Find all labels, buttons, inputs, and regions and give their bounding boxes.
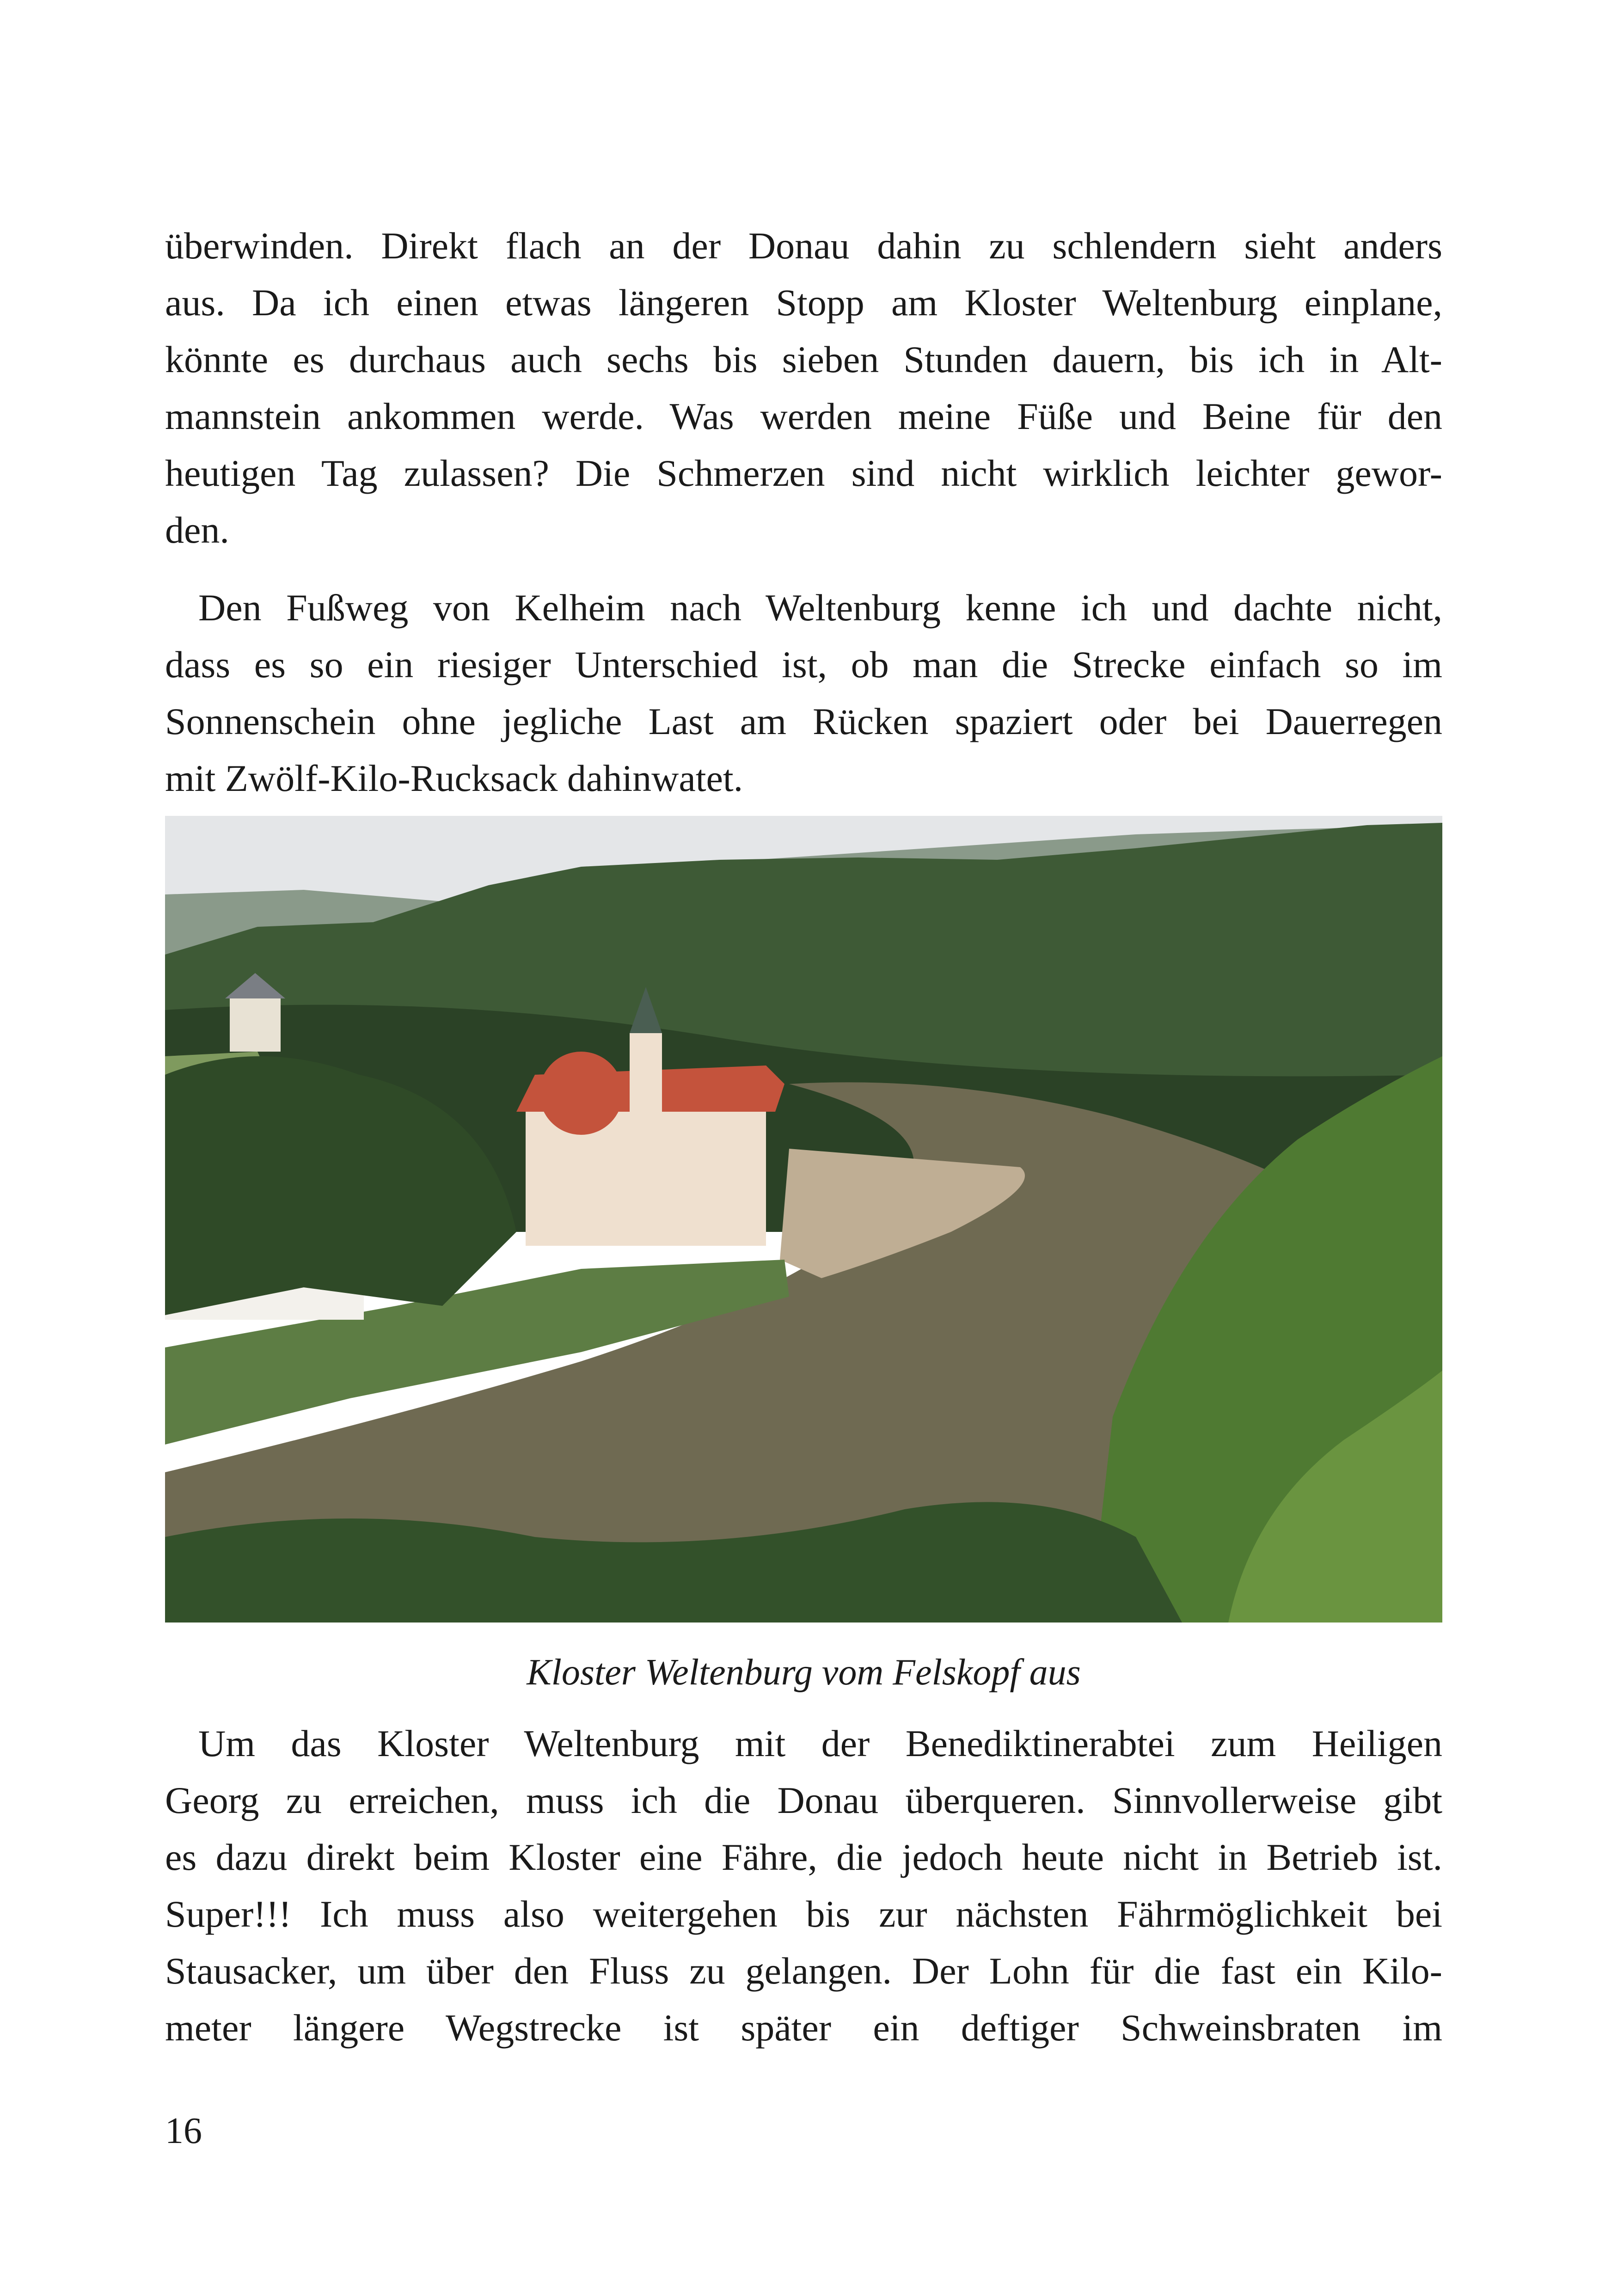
text-line: Georg zu erreichen, muss ich die Donau überqueren. Sinnvollerweise gibt [165,1779,1442,1821]
church-tower [630,1033,662,1126]
text-line: dass es so ein riesiger Unterschied ist, ob man die Strecke einfach so im [165,643,1442,686]
text-line: Stausacker, um über den Fluss zu gelangen. Der Lohn für die fast ein Kilo- [165,1950,1442,1992]
photo-caption: Kloster Weltenburg vom Felskopf aus [527,1652,1081,1693]
text-line: aus. Da ich einen etwas längeren Stopp am Kloster Weltenburg einplane, [165,282,1442,324]
landscape-illustration [165,816,1442,1623]
paragraph-1 [165,217,1442,558]
text-line: Um das Kloster Weltenburg mit der Benediktinerabtei zum Heiligen [198,1722,1442,1764]
text-line: den. [165,509,229,551]
paragraph-3 [165,1715,1442,2056]
text-line: es dazu direkt beim Kloster eine Fähre, die jedoch heute nicht in Betrieb ist. [165,1836,1442,1878]
text-line: mit Zwölf-Kilo-Rucksack dahinwatet. [165,757,743,799]
text-line: überwinden. Direkt flach an der Donau dahin zu schlendern sieht anders [165,225,1442,267]
text-line: Den Fußweg von Kelheim nach Weltenburg kenne ich und dachte nicht, [198,587,1442,629]
monastery-photo [165,816,1442,1623]
text-line: Sonnenschein ohne jegliche Last am Rücken spaziert oder bei Dauerregen [165,700,1442,742]
text-line: heutigen Tag zulassen? Die Schmerzen sind nicht wirklich leichter gewor- [165,452,1442,494]
text-line: meter längere Wegstrecke ist später ein deftiger Schweinsbraten im [165,2007,1442,2049]
text-line: Super!!! Ich muss also weitergehen bis zur nächsten Fährmöglichkeit bei [165,1893,1442,1935]
page-number: 16 [165,2111,202,2151]
text-line: mannstein ankommen werde. Was werden meine Füße und Beine für den [165,395,1442,437]
chapel [230,996,281,1052]
church-dome [539,1052,623,1135]
paragraph-2 [165,579,1442,807]
text-line: könnte es durchaus auch sechs bis sieben Stunden dauern, bis ich in Alt- [165,338,1442,380]
